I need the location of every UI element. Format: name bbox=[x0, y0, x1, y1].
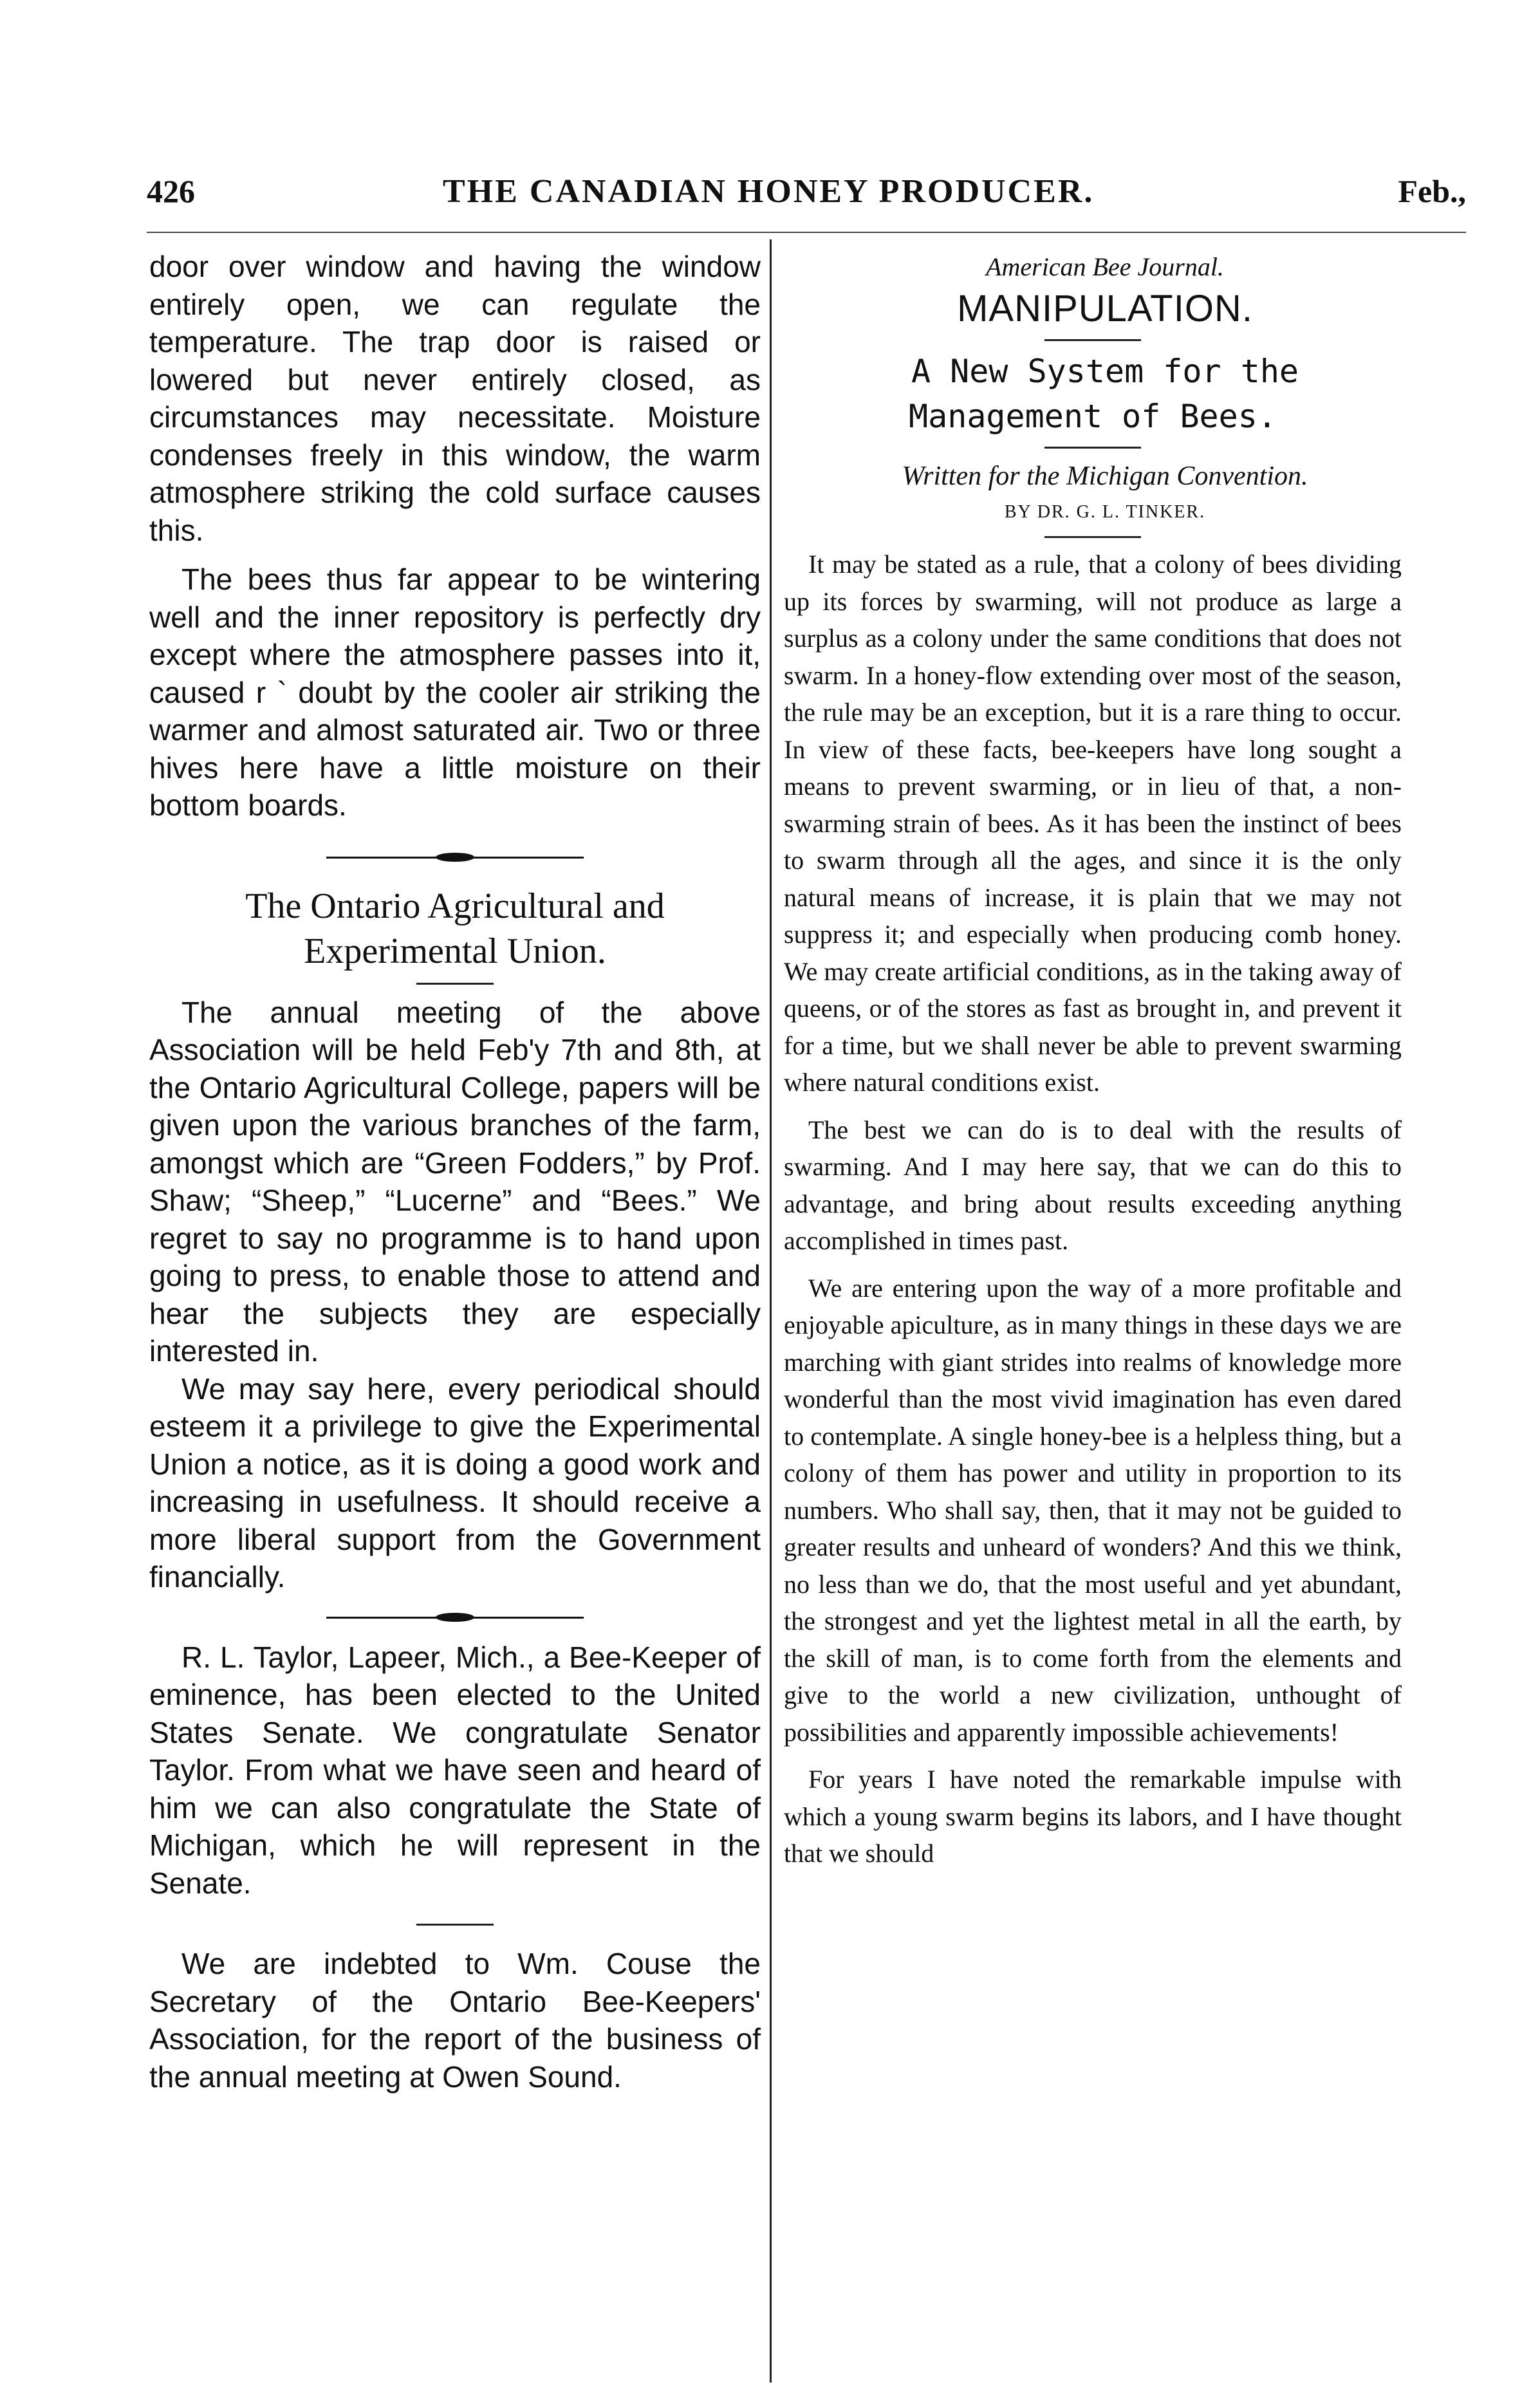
short-rule bbox=[416, 1924, 494, 1926]
article-paragraph: It may be stated as a rule, that a colony of bees dividing up its forces by swarming, will not produce as large a surplus as a colony under the same conditions that does not swarm. In a honey-flow extending over most of the season, the rule may be an exception, but it is a rare thing to occur. In view of these facts, bee-keepers have long sought a means to prevent swarming, or in lieu of that, a non-swarming strain of bees. As it has been the instinct of bees to swarm through all the ages, and since it is the only natural means of increase, it is plain that we may not suppress it; and especially when producing comb honey. We may create artificial conditions, as in the taking away of queens, or of the stores as fast as brought in, and prevent it for a time, but we shall never be able to prevent swarming where natural conditions exist. bbox=[784, 550, 1402, 1097]
short-rule bbox=[1044, 536, 1141, 538]
short-rule bbox=[1044, 447, 1141, 449]
taylor-note: R. L. Taylor, Lapeer, Mich., a Bee-Keeper of eminence, has been elected to the United States Senate. We congratulate Senator Taylor. From what we have seen and heard of him we can also congratulate the State of Michigan, which he will represent in the Senate. bbox=[149, 1640, 761, 1900]
ontario-heading: The Ontario Agricultural and Experimental Union. bbox=[245, 886, 665, 971]
left-column bbox=[149, 248, 761, 2096]
ontario-paragraph: The annual meeting of the above Association will be held Feb'y 7th and 8th, at the Ontario Agricultural College, papers will be given upon the various branches of the farm, amongst which are “Green Fodders,” by Prof. Shaw; “Sheep,” “Lucerne” and “Bees.” We regret to say no programme is to hand upon going to press, to enable those to attend and hear the subjects they are especially interested in. bbox=[149, 995, 761, 1368]
article-source: American Bee Journal. bbox=[986, 252, 1224, 281]
couse-note: We are indebted to Wm. Couse the Secretary of the Ontario Bee-Keepers' Association, for the report of the business of the annual meeting at Owen Sound. bbox=[149, 1947, 761, 2094]
intro-paragraph: The bees thus far appear to be wintering well and the inner repository is perfectly dry except where the atmosphere passes into it, caused r ` doubt by the cooler air striking the warmer and almost saturated air. Two or three hives here have a little moisture on their bottom boards. bbox=[149, 562, 761, 822]
ornamental-rule bbox=[326, 850, 584, 864]
article-paragraph: For years I have noted the remarkable impulse with which a young swarm begins its labors, and I have thought that we should bbox=[784, 1765, 1402, 1868]
header-rule bbox=[147, 232, 1466, 233]
section-title: MANIPULATION. bbox=[957, 288, 1253, 330]
article-paragraph: The best we can do is to deal with the results of swarming. And I may here say, that we can do this to advantage, and bring about results exceeding anything accomplished in times past. bbox=[784, 1115, 1402, 1255]
article-byline: BY DR. G. L. TINKER. bbox=[1004, 502, 1206, 522]
short-rule bbox=[416, 983, 494, 985]
column-divider bbox=[770, 239, 772, 2383]
article-paragraph: We are entering upon the way of a more profitable and enjoyable apiculture, as in many things in these days we are marching with giant strides into realms of knowledge more wonderful than the most vivid imagination has even dared to contemplate. A single honey-bee is a helpless thing, but a colony of them has power and utility in proportion to its numbers. Who shall say, then, that it may not be guided to greater results and unheard of wonders? And this we think, no less than we do, that the most useful and yet abundant, the strongest and yet the lightest metal in all the earth, by the skill of man, is to come forth from the elements and give to the world a new civilization, unthought of possibilities and apparently impossible achievements! bbox=[784, 1273, 1402, 1747]
ornamental-rule bbox=[326, 1610, 584, 1624]
intro-paragraph: door over window and having the window entirely open, we can regulate the temperature. The trap door is raised or lowered but never entirely closed, as circumstances may necessitate. Moisture condenses freely in this window, the warm atmosphere striking the cold surface causes this. bbox=[149, 250, 761, 547]
ontario-paragraph: We may say here, every periodical should esteem it a privilege to give the Experimental Union a notice, as it is doing a good work and increasing in usefulness. It should receive a more liberal support from the Government financially. bbox=[149, 1371, 761, 1594]
page-header bbox=[147, 172, 1466, 224]
page-number: 426 bbox=[147, 173, 195, 209]
issue-month: Feb., bbox=[1398, 173, 1466, 209]
publication-title: THE CANADIAN HONEY PRODUCER. bbox=[443, 173, 1095, 210]
article-headline: A New System for the Management of Bees. bbox=[909, 353, 1299, 435]
right-column bbox=[784, 248, 1402, 1872]
article-occasion: Written for the Michigan Convention. bbox=[902, 461, 1308, 491]
short-rule bbox=[1044, 339, 1141, 341]
